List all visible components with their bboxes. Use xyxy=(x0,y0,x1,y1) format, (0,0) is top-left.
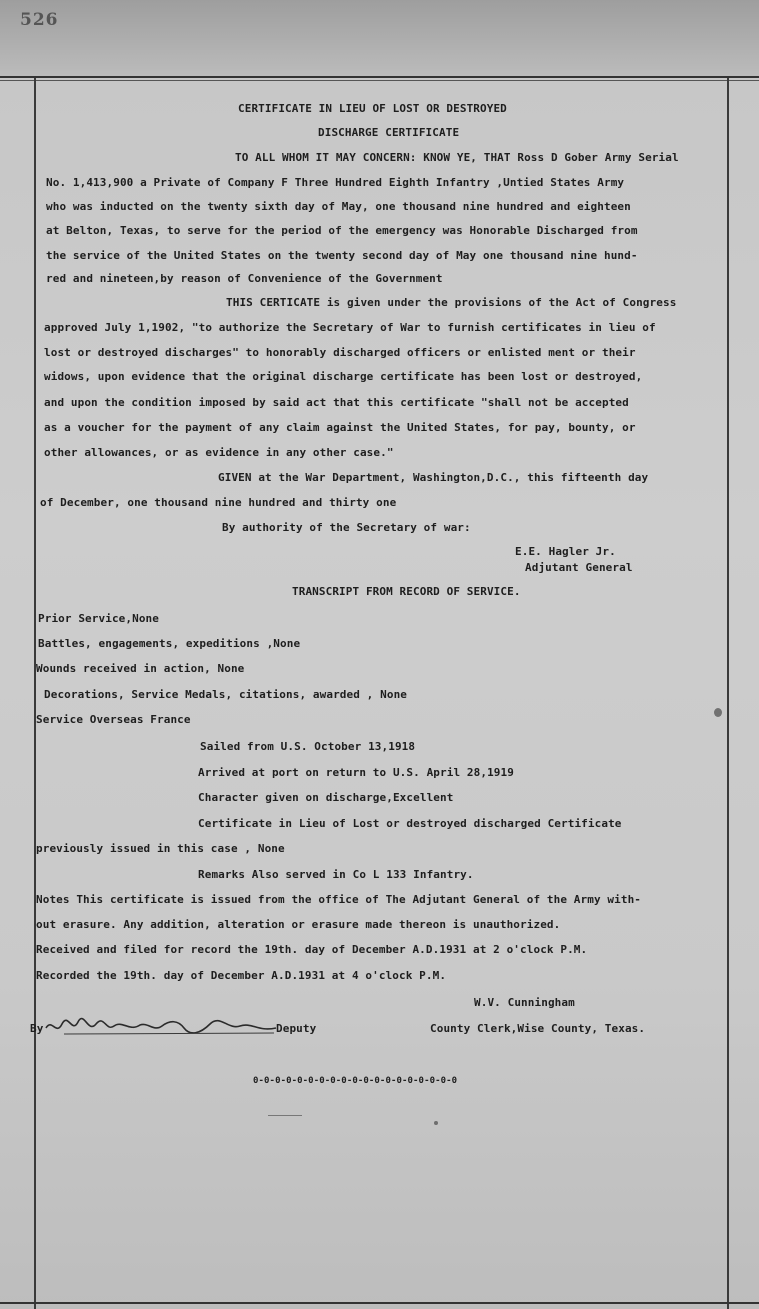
transcript-heading: TRANSCRIPT FROM RECORD OF SERVICE. xyxy=(292,585,521,598)
body-line: and upon the condition imposed by said act that this certificate "shall not be accepted xyxy=(44,396,629,409)
body-line: approved July 1,1902, "to authorize the Secretary of War to furnish certificates in lieu of xyxy=(44,321,656,334)
body-line: GIVEN at the War Department, Washington,D.C., this fifteenth day xyxy=(218,471,649,484)
body-line: widows, upon evidence that the original discharge certificate has been lost or destroyed, xyxy=(44,370,643,383)
top-rule xyxy=(0,76,759,78)
service-line: Character given on discharge,Excellent xyxy=(198,791,454,804)
deputy-signature xyxy=(44,1016,284,1038)
by-label: By xyxy=(30,1022,44,1035)
body-line: lost or destroyed discharges" to honorably discharged officers or enlisted ment or their xyxy=(44,346,636,359)
faint-line xyxy=(268,1115,302,1116)
certificate-title-line1: CERTIFICATE IN LIEU OF LOST OR DESTROYED xyxy=(238,102,507,115)
body-line: of December, one thousand nine hundred and thirty one xyxy=(40,496,397,509)
body-line: who was inducted on the twenty sixth day of May, one thousand nine hundred and eighteen xyxy=(46,200,631,213)
service-line: out erasure. Any addition, alteration or erasure made thereon is unauthorized. xyxy=(36,918,561,931)
body-line: By authority of the Secretary of war: xyxy=(222,521,471,534)
service-line: Notes This certificate is issued from the office of The Adjutant General of the Army with- xyxy=(36,893,642,906)
body-line: other allowances, or as evidence in any other case." xyxy=(44,446,394,459)
service-line: Service Overseas France xyxy=(36,713,191,726)
service-line: Arrived at port on return to U.S. April 28,1919 xyxy=(198,766,514,779)
official-title: Adjutant General xyxy=(525,561,633,574)
body-line: as a voucher for the payment of any claim against the United States, for pay, bounty, or xyxy=(44,421,636,434)
top-rule-secondary xyxy=(0,80,759,81)
body-line: THIS CERTICATE is given under the provisions of the Act of Congress xyxy=(226,296,677,309)
deputy-label: Deputy xyxy=(276,1022,317,1035)
service-line: Received and filed for record the 19th. day of December A.D.1931 at 2 o'clock P.M. xyxy=(36,943,588,956)
service-line: Recorded the 19th. day of December A.D.1931 at 4 o'clock P.M. xyxy=(36,969,447,982)
body-line: red and nineteen,by reason of Convenience of the Government xyxy=(46,272,443,285)
end-divider: 0-0-0-0-0-0-0-0-0-0-0-0-0-0-0-0-0-0-0 xyxy=(253,1076,458,1086)
body-line: the service of the United States on the twenty second day of May one thousand nine hund- xyxy=(46,249,638,262)
service-line: Battles, engagements, expeditions ,None xyxy=(38,637,301,650)
service-line: Sailed from U.S. October 13,1918 xyxy=(200,740,416,753)
right-margin-rule xyxy=(727,78,729,1309)
body-line: at Belton, Texas, to serve for the period of the emergency was Honorable Discharged from xyxy=(46,224,638,237)
clerk-title: County Clerk,Wise County, Texas. xyxy=(430,1022,646,1035)
service-line: previously issued in this case , None xyxy=(36,842,285,855)
service-line: Remarks Also served in Co L 133 Infantry. xyxy=(198,868,474,881)
body-line: TO ALL WHOM IT MAY CONCERN: KNOW YE, THAT Ross D Gober Army Serial xyxy=(235,151,679,164)
ink-smudge xyxy=(714,708,722,717)
service-line: Prior Service,None xyxy=(38,612,160,625)
official-name: E.E. Hagler Jr. xyxy=(515,545,616,558)
service-line: Decorations, Service Medals, citations, awarded , None xyxy=(44,688,408,701)
bottom-rule xyxy=(0,1302,759,1304)
page-number: 526 xyxy=(20,10,59,30)
page-top-band xyxy=(0,0,759,78)
left-margin-rule xyxy=(34,78,36,1309)
service-line: Certificate in Lieu of Lost or destroyed discharged Certificate xyxy=(198,817,622,830)
certificate-title-line2: DISCHARGE CERTIFICATE xyxy=(318,126,460,139)
ink-dot xyxy=(434,1121,438,1125)
body-line: No. 1,413,900 a Private of Company F Three Hundred Eighth Infantry ,Untied States Army xyxy=(46,176,625,189)
service-line: Wounds received in action, None xyxy=(36,662,245,675)
clerk-name: W.V. Cunningham xyxy=(474,996,575,1009)
